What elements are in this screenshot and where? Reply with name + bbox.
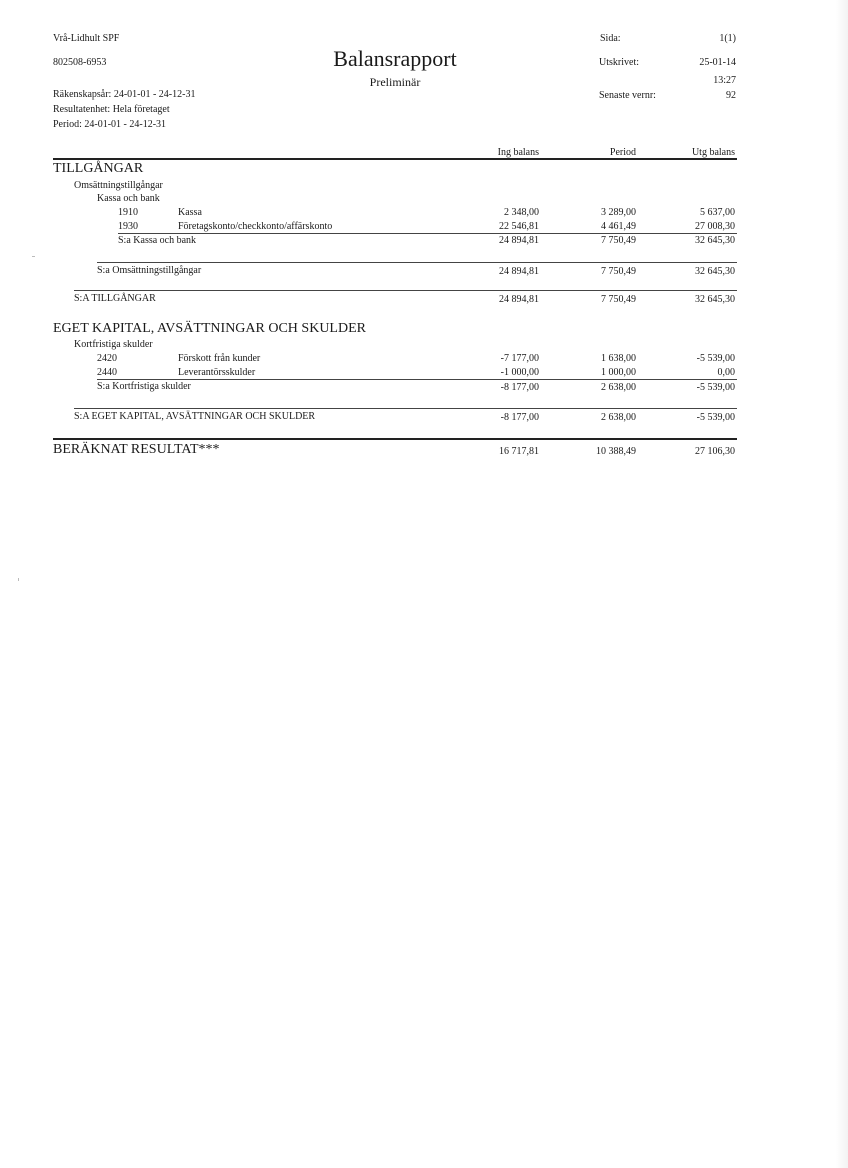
total-label: S:A EGET KAPITAL, AVSÄTTNINGAR OCH SKULDER <box>74 411 316 422</box>
value-utg-balans: 32 645,30 <box>695 294 735 305</box>
value-ing-balans: 24 894,81 <box>499 294 539 305</box>
total-rule <box>74 408 737 409</box>
value-period: 10 388,49 <box>596 446 636 457</box>
value-period: 7 750,49 <box>601 294 636 305</box>
sum-rule <box>97 262 737 263</box>
sum-rule <box>118 233 737 234</box>
total-rule <box>74 290 737 291</box>
period-range: Period: 24-01-01 - 24-12-31 <box>53 119 167 130</box>
subtotal-label: S:a Kortfristiga skulder <box>97 381 191 392</box>
value-utg-balans: 27 106,30 <box>695 446 735 457</box>
value-utg-balans: 32 645,30 <box>695 235 735 246</box>
total-label: S:A TILLGÅNGAR <box>74 293 156 304</box>
account-number: 1930 <box>118 221 138 232</box>
scan-speck <box>32 256 35 257</box>
scan-speck <box>18 578 19 581</box>
organization-number: 802508-6953 <box>53 57 107 68</box>
result-label: BERÄKNAT RESULTAT*** <box>53 442 220 457</box>
value-ing-balans: -7 177,00 <box>500 353 539 364</box>
last-verification-value: 92 <box>726 90 736 101</box>
section-title-assets: TILLGÅNGAR <box>53 161 144 176</box>
printed-time: 13:27 <box>713 75 736 86</box>
subtotal-label: S:a Kassa och bank <box>118 235 197 246</box>
fiscal-year: Räkenskapsår: 24-01-01 - 24-12-31 <box>53 89 196 100</box>
value-period: 2 638,00 <box>601 412 636 423</box>
value-period: 3 289,00 <box>601 207 636 218</box>
section-title-equity-liabilities: EGET KAPITAL, AVSÄTTNINGAR OCH SKULDER <box>53 321 366 336</box>
value-ing-balans: 2 348,00 <box>504 207 539 218</box>
subgroup-title-cash-bank: Kassa och bank <box>97 193 160 204</box>
printed-date: 25-01-14 <box>699 57 736 68</box>
column-header-utg-balans: Utg balans <box>691 147 735 158</box>
account-name: Företagskonto/checkkonto/affärskonto <box>178 221 333 232</box>
page-value: 1(1) <box>719 33 736 44</box>
value-utg-balans: -5 539,00 <box>696 412 735 423</box>
account-name: Förskott från kunder <box>178 353 261 364</box>
result-unit: Resultatenhet: Hela företaget <box>53 104 170 115</box>
header-rule <box>53 158 737 160</box>
value-period: 7 750,49 <box>601 235 636 246</box>
value-period: 1 000,00 <box>601 367 636 378</box>
value-utg-balans: 27 008,30 <box>695 221 735 232</box>
column-header-period: Period <box>609 147 636 158</box>
account-name: Kassa <box>178 207 202 218</box>
report-title: Balansrapport <box>333 46 457 71</box>
account-number: 1910 <box>118 207 138 218</box>
value-ing-balans: 24 894,81 <box>499 266 539 277</box>
page-label: Sida: <box>600 33 621 44</box>
value-utg-balans: 0,00 <box>717 367 735 378</box>
account-number: 2440 <box>97 367 117 378</box>
value-period: 7 750,49 <box>601 266 636 277</box>
value-period: 1 638,00 <box>601 353 636 364</box>
column-header-ing-balans: Ing balans <box>497 147 539 158</box>
value-ing-balans: 24 894,81 <box>499 235 539 246</box>
group-title-current-assets: Omsättningstillgångar <box>74 180 163 191</box>
printed-label: Utskrivet: <box>599 57 639 68</box>
value-period: 4 461,49 <box>601 221 636 232</box>
value-utg-balans: 5 637,00 <box>700 207 735 218</box>
sum-rule <box>97 379 737 380</box>
result-rule <box>53 438 737 440</box>
group-title-current-liabilities: Kortfristiga skulder <box>74 339 153 350</box>
scan-edge-shadow <box>836 0 848 1168</box>
account-name: Leverantörsskulder <box>178 367 256 378</box>
last-verification-label: Senaste vernr: <box>599 90 656 101</box>
account-number: 2420 <box>97 353 117 364</box>
value-period: 2 638,00 <box>601 382 636 393</box>
value-utg-balans: 32 645,30 <box>695 266 735 277</box>
organization-name: Vrå-Lidhult SPF <box>53 33 120 44</box>
report-subtitle: Preliminär <box>369 75 421 89</box>
value-utg-balans: -5 539,00 <box>696 382 735 393</box>
value-ing-balans: -8 177,00 <box>500 412 539 423</box>
value-utg-balans: -5 539,00 <box>696 353 735 364</box>
value-ing-balans: 22 546,81 <box>499 221 539 232</box>
value-ing-balans: -1 000,00 <box>500 367 539 378</box>
value-ing-balans: -8 177,00 <box>500 382 539 393</box>
value-ing-balans: 16 717,81 <box>499 446 539 457</box>
subtotal-label: S:a Omsättningstillgångar <box>97 265 202 276</box>
